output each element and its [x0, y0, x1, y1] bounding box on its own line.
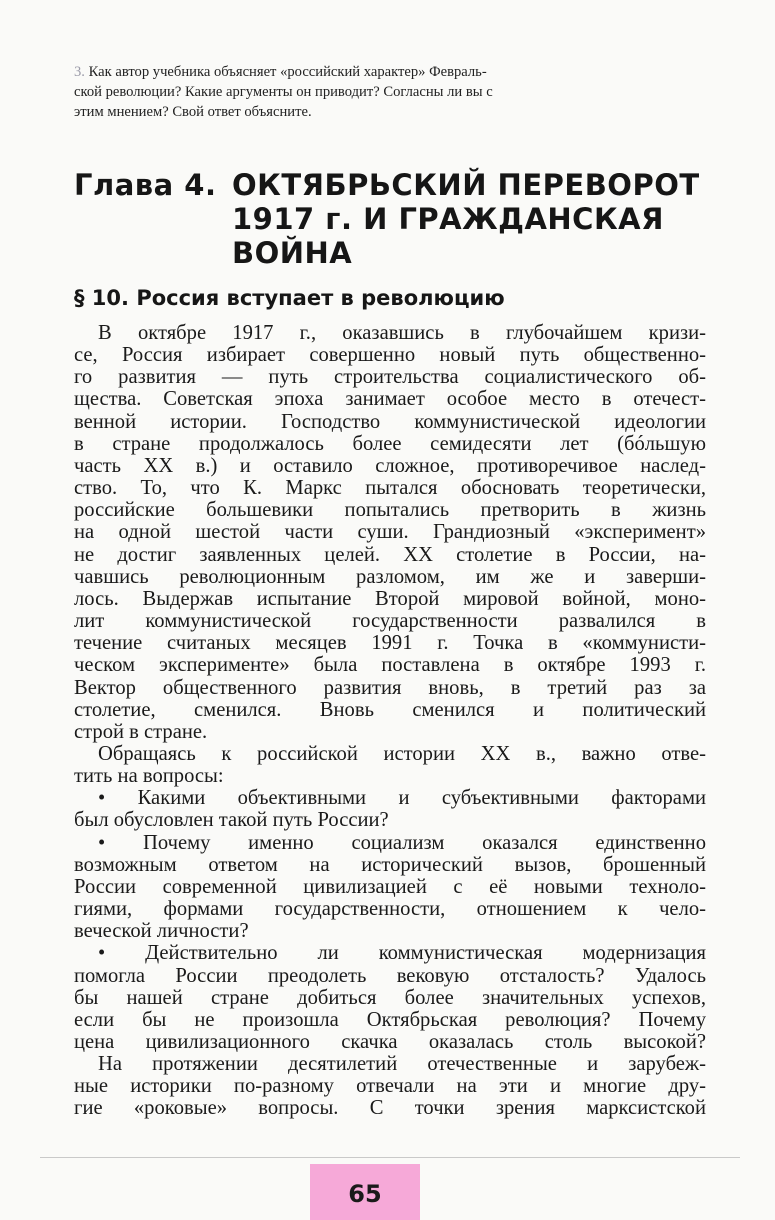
- body-line: Вектор общественного развития вновь, в третий раз за: [74, 676, 706, 699]
- body-line: в стране продолжалось более семидесяти лет (бóльшую: [74, 432, 706, 455]
- chapter-heading-line: ВОЙНА: [232, 236, 353, 270]
- body-line: На протяжении десятилетий отечественные и зарубеж-: [98, 1053, 706, 1076]
- body-line: был обусловлен такой путь России?: [74, 809, 389, 832]
- question-number: 3.: [74, 64, 85, 80]
- body-line: го развития — путь строительства социалистического об-: [74, 366, 706, 389]
- body-line: венной истории. Господство коммунистической идеологии: [74, 410, 706, 433]
- body-line: возможным ответом на исторический вызов, брошенный: [74, 853, 706, 876]
- body-line: чавшись революционным разломом, им же и заверши-: [74, 565, 706, 588]
- body-line: российские большевики попытались претворить в жизнь: [74, 499, 706, 522]
- body-line: бы нашей стране добиться более значительных успехов,: [74, 986, 706, 1009]
- body-line: В октябре 1917 г., оказавшись в глубочайшем кризи-: [98, 322, 706, 344]
- body-line: щества. Советская эпоха занимает особое место в отечест-: [74, 388, 706, 411]
- body-line: тить на вопросы:: [74, 765, 224, 788]
- body-line: ные историки по-разному отвечали на эти и многие дру-: [74, 1075, 706, 1098]
- section-title: § 10. Россия вступает в революцию: [74, 286, 505, 310]
- body-line: не достиг заявленных целей. XX столетие в России, на-: [74, 543, 706, 566]
- page-number: 65: [348, 1180, 382, 1208]
- bullet-item: • Почему именно социализм оказался единственно: [98, 831, 706, 854]
- body-line: помогла России преодолеть вековую отсталость? Удалось: [74, 964, 706, 987]
- body-text: [74, 322, 706, 1120]
- body-line: ческом эксперименте» была поставлена в октябре 1993 г.: [74, 654, 706, 677]
- question-line: этим мнением? Свой ответ объясните.: [74, 104, 312, 120]
- body-line: часть XX в.) и оставило сложное, противоречивое наслед-: [74, 454, 706, 477]
- body-line: лит коммунистической государственности развалился в: [74, 610, 706, 633]
- review-question: [74, 62, 706, 122]
- chapter-heading-line: 1917 г. И ГРАЖДАНСКАЯ: [232, 202, 664, 236]
- body-line: Обращаясь к российской истории XX в., важно отве-: [98, 742, 706, 765]
- body-line: цена цивилизационного скачка оказалась столь высокой?: [74, 1031, 706, 1053]
- body-line: лось. Выдержав испытание Второй мировой войной, моно-: [74, 587, 706, 610]
- body-line: если бы не произошла Октябрьская революция? Почему: [74, 1008, 706, 1031]
- body-line: на одной шестой части суши. Грандиозный «эксперимент»: [74, 521, 706, 544]
- chapter-heading-line: Глава 4. ОКТЯБРЬСКИЙ ПЕРЕВОРОТ: [74, 168, 700, 202]
- chapter-heading: [74, 168, 714, 270]
- body-line: течение считаных месяцев 1991 г. Точка в «коммунисти-: [74, 632, 706, 655]
- footer-divider: [40, 1157, 740, 1158]
- question-line: 3. Как автор учебника объясняет «российский характер» Февраль-: [74, 64, 487, 80]
- page-number-tab: [310, 1164, 420, 1220]
- body-line: ство. То, что К. Маркс пытался обосновать теоретически,: [74, 477, 706, 500]
- body-line: гиями, формами государственности, отношением к чело-: [74, 898, 706, 921]
- body-line: России современной цивилизацией с её новыми техноло-: [74, 875, 706, 898]
- body-line: веческой личности?: [74, 920, 249, 943]
- bullet-item: • Какими объективными и субъективными факторами: [98, 787, 706, 810]
- question-line: ской революции? Какие аргументы он приводит? Согласны ли вы с: [74, 84, 493, 100]
- body-line: столетие, сменился. Вновь сменился и политический: [74, 698, 706, 721]
- chapter-prefix: Глава 4.: [74, 168, 217, 202]
- bullet-item: • Действительно ли коммунистическая модернизация: [98, 942, 706, 965]
- body-line: се, Россия избирает совершенно новый путь общественно-: [74, 344, 706, 367]
- body-line: строй в стране.: [74, 720, 208, 743]
- body-line: гие «роковые» вопросы. С точки зрения марксистской: [74, 1097, 706, 1120]
